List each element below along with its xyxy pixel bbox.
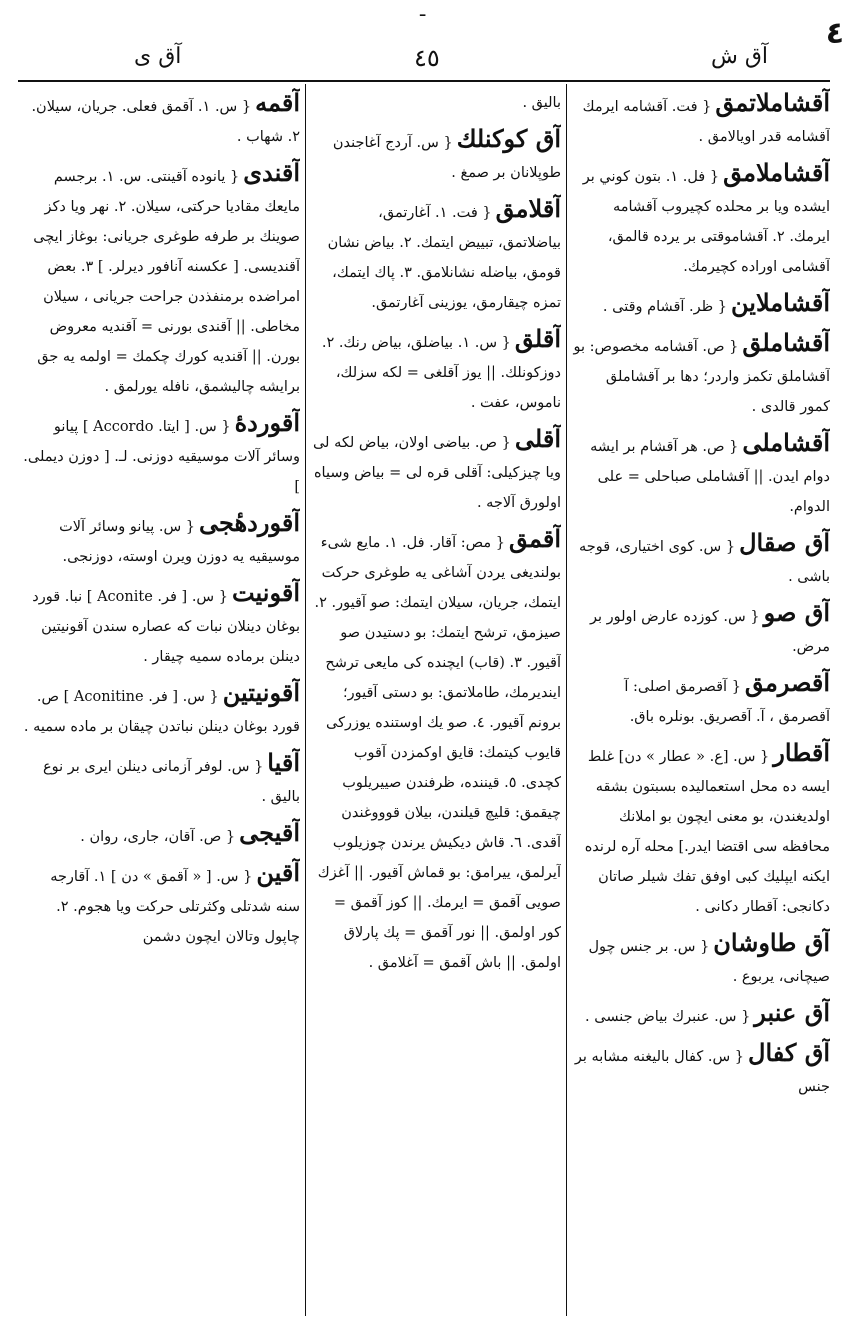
page-number: ٤٥: [414, 44, 440, 72]
entry-definition: { س. كوی اختیاری، قوجه باشی .: [579, 539, 830, 585]
dictionary-entry: [572, 998, 830, 1032]
header-rule: [18, 80, 830, 82]
entry-definition: { س. كفال بالیغنه مشابه بر جنس: [574, 1049, 830, 1095]
entry-headword: آقمه: [255, 88, 300, 117]
entry-headword: آقوردهٔ: [234, 408, 300, 437]
entry-headword: آقلی: [514, 424, 561, 453]
corner-mark: ٤: [825, 16, 844, 51]
dictionary-entry: [572, 928, 830, 992]
entry-headword: آقمق: [508, 524, 561, 553]
entry-headword: آقونیت: [231, 578, 300, 607]
entry-definition: { ظر. آقشام وقتی .: [602, 299, 727, 315]
entry-definition: { آقصرمق اصلی: آ آقصرمق ، آ. آقصریق. بونلره باق.: [624, 679, 830, 725]
entry-definition: { س. آردج آغاجندن طوپلانان بر صمغ .: [332, 135, 561, 181]
entry-headword: آقندی: [243, 158, 300, 187]
dictionary-entry: [572, 598, 830, 662]
dictionary-entry: [22, 408, 300, 502]
column-middle: [311, 88, 561, 1312]
dictionary-entry: [572, 528, 830, 592]
entry-headword: آقین: [256, 858, 300, 887]
entry-headword: آق صو: [763, 598, 830, 627]
entry-definition: { فت. ١. آغارتمق، بیاضلاتمق، تبییض ایتمك. ٢. بیاض نشان قومق، بیاضله نشانلامق. ٣. پاك ایتمك، تمزه چیقارمق، یوزینی آغارتمق.: [327, 205, 561, 311]
entry-headword: آقلق: [514, 324, 561, 353]
dictionary-entry: [22, 88, 300, 152]
dictionary-entry: [572, 328, 830, 422]
dictionary-entry: [22, 158, 300, 402]
dictionary-entry: [572, 1038, 830, 1102]
entry-definition: { یانوده آقینتی. س. ١. برجسم مایعك مقادیا حركتی، سیلان. ٢. نهر ویا دكز صوینك بر طرفه طوغری جریانی: بوغاز ایچی آقندیسی. [ عكسنه آنافور دیرلر. ] ٣. بعض امراضده برمنفذدن جراحت جریانی ، سیلان مخاطی. || آقندی بورنی = آقندیه معروض بورن. || آقندیه كورك چكمك = اولمه یه جق برایشه چالیشمق، نافله یورلمق .: [33, 169, 300, 395]
entry-definition: { س. كوزده عارض اولور بر مرض.: [589, 609, 830, 655]
dictionary-entry: [572, 288, 830, 322]
dictionary-entry: [311, 324, 561, 418]
entry-definition: { س. [ « آقمق » دن ] ١. آقارجه سنه شدتلی وكثرتلی حركت ویا هجوم. ٢. چاپول وتالان ایچون دشمن: [50, 869, 300, 945]
entry-definition: { مص: آقار. فل. ١. مایع شیء بولندیغی یردن آشاغی یه طوغری حركت ایتمك، جریان، سیلان ایتمك: صو آقیور. ٢. صیزمق، ترشح ایتمك: بو دستیدن صو آقیور. ٣. (قاب) ایچنده كی مایعی ترشح ایندیرمك، طاملاتمق: بو دستی آقیور؛ برونم آقیور. ٤. صو یك اوستنده یوزركی قایوب كیتمك: قایق اوكمزدن آقوب كچدی. ٥. قیننده، ظرفندن صییریلوب چیقمق: قلیچ قیلندن، بیلان قوووغندن آقدی. ٦. قاش دیكیش یرندن چوزیلوب آیرلمق، ییرامق: بو قماش آقیور. || آغزك صویی آقمق = ایرمك. || كوز آقمق = كور اولمق. || نور آقمق = پك پارلاق اولمق. || باش آقمق = آغلامق .: [314, 535, 561, 971]
column-divider-left: [305, 84, 306, 1316]
dictionary-entry: [22, 678, 300, 742]
entry-definition: { س. [ع. « عطار » دن] غلط ایسه ده محل استعمالیده بسبتون بشقه اولدیغندن، بو معنی ایچون بو املانك محافظه سی اقتضا ایدر.] محله آره لرنده ایكنه ایپلیك كبی اوفق تفك شیلر صاتان دكانجی: آقطار دكانی .: [584, 749, 830, 915]
entry-headword: آقصرمق: [744, 668, 830, 697]
dictionary-entry: [22, 858, 300, 952]
dictionary-entry: [572, 88, 830, 152]
column-divider-right: [566, 84, 567, 1316]
entry-definition: بالیق .: [522, 95, 561, 111]
entry-headword: آقیا: [267, 748, 300, 777]
entry-definition: { س. [ فر. Aconitine ] ص. قورد بوغان دینلن نباتدن چیقان بر ماده سمیه .: [23, 689, 300, 735]
dictionary-entry: [22, 578, 300, 672]
entry-definition: { س. بر جنس چول صیچانی، یربوع .: [588, 939, 830, 985]
dictionary-entry: [311, 124, 561, 188]
entry-headword: آق صقال: [739, 528, 830, 557]
entry-headword: آقلامق: [495, 194, 561, 223]
dictionary-entry: [311, 524, 561, 978]
entry-headword: آقطار: [773, 738, 830, 767]
entry-headword: آق كفال: [748, 1038, 830, 1067]
dictionary-entry: [311, 194, 561, 318]
entry-headword: آقیجی: [239, 818, 300, 847]
entry-definition: { س. لوفر آزمانی دینلن ایری بر نوع بالیق .: [42, 759, 300, 805]
entry-headword: آقونیتین: [222, 678, 300, 707]
entry-definition: { س. [ فر. Aconite ] نبا. قورد بوغان دینلان نبات كه عصاره سندن آقونیتین دینلن برماده سمیه چیقار .: [32, 589, 300, 665]
dictionary-entry: [311, 88, 561, 118]
entry-definition: { ص. هر آقشام بر ایشه دوام ایدن. || آقشاملی صباحلی = علی الدوام.: [590, 439, 830, 515]
header-guide-right: آق ش: [710, 44, 768, 69]
entry-definition: { س. ١. آقمق فعلی. جریان، سیلان. ٢. شهاب .: [31, 99, 300, 145]
entry-headword: آقشاملاتمق: [715, 88, 830, 117]
dictionary-entry: [22, 748, 300, 812]
entry-headword: آقشاملامق: [723, 158, 830, 187]
top-mark: ـ: [420, 0, 426, 21]
entry-definition: { س. ١. بیاضلق، بیاض رنك. ٢. دوزكونلك. || یوز آقلغی = لكه سزلك، ناموس، عفت .: [321, 335, 561, 411]
header-guide-left: آق ی: [134, 44, 182, 69]
entry-headword: آق كوكنلك: [456, 124, 561, 153]
entry-definition: { ص. بیاضی اولان، بیاض لكه لی ویا چیزكیلی: آقلی قره لی = بیاض وسیاه اولورق آلاجه .: [312, 435, 561, 511]
entry-definition: { س. [ ایتا. Accordo ] پیانو وسائر آلات موسیقیه دوزنی. لـ. [ دوزن دیملی. ]: [23, 419, 300, 495]
entry-definition: { ص. آقشامه مخصوص: بو آقشاملق تكمز واردر؛ دها بر آقشاملق كمور قالدی .: [573, 339, 830, 415]
entry-definition: { س. پیانو وسائر آلات موسیقیه یه دوزن ویرن اوسته، دوزنجی.: [59, 519, 300, 565]
dictionary-entry: [572, 668, 830, 732]
running-header: [22, 40, 834, 80]
dictionary-entry: [572, 158, 830, 282]
dictionary-entry: [572, 428, 830, 522]
dictionary-entry: [22, 508, 300, 572]
entry-headword: آقشاملق: [742, 328, 830, 357]
entry-headword: آق طاوشان: [713, 928, 830, 957]
dictionary-entry: [311, 424, 561, 518]
column-right: [572, 88, 830, 1312]
entry-definition: { فت. آقشامه ایرمك آقشامه قدر اویالامق .: [582, 99, 830, 145]
dictionary-entry: [572, 738, 830, 922]
dictionary-entry: [22, 818, 300, 852]
entry-definition: { فل. ١. بتون كوني بر ایشده ویا بر محلده كچیروب آقشامه ایرمك. ٢. آقشاموقتی بر یرده قالمق، آقشامی اوراده كچیرمك.: [582, 169, 830, 275]
entry-definition: { س. عنبرك بیاض جنسی .: [585, 1009, 751, 1025]
column-left: [22, 88, 300, 1312]
entry-headword: آقشاملاین: [731, 288, 830, 317]
entry-headword: آقشاملی: [742, 428, 830, 457]
entry-definition: { ص. آقان، جاری، روان .: [80, 829, 236, 845]
entry-headword: آقوردهٔجی: [199, 508, 300, 537]
entry-headword: آق عنبر: [754, 998, 830, 1027]
